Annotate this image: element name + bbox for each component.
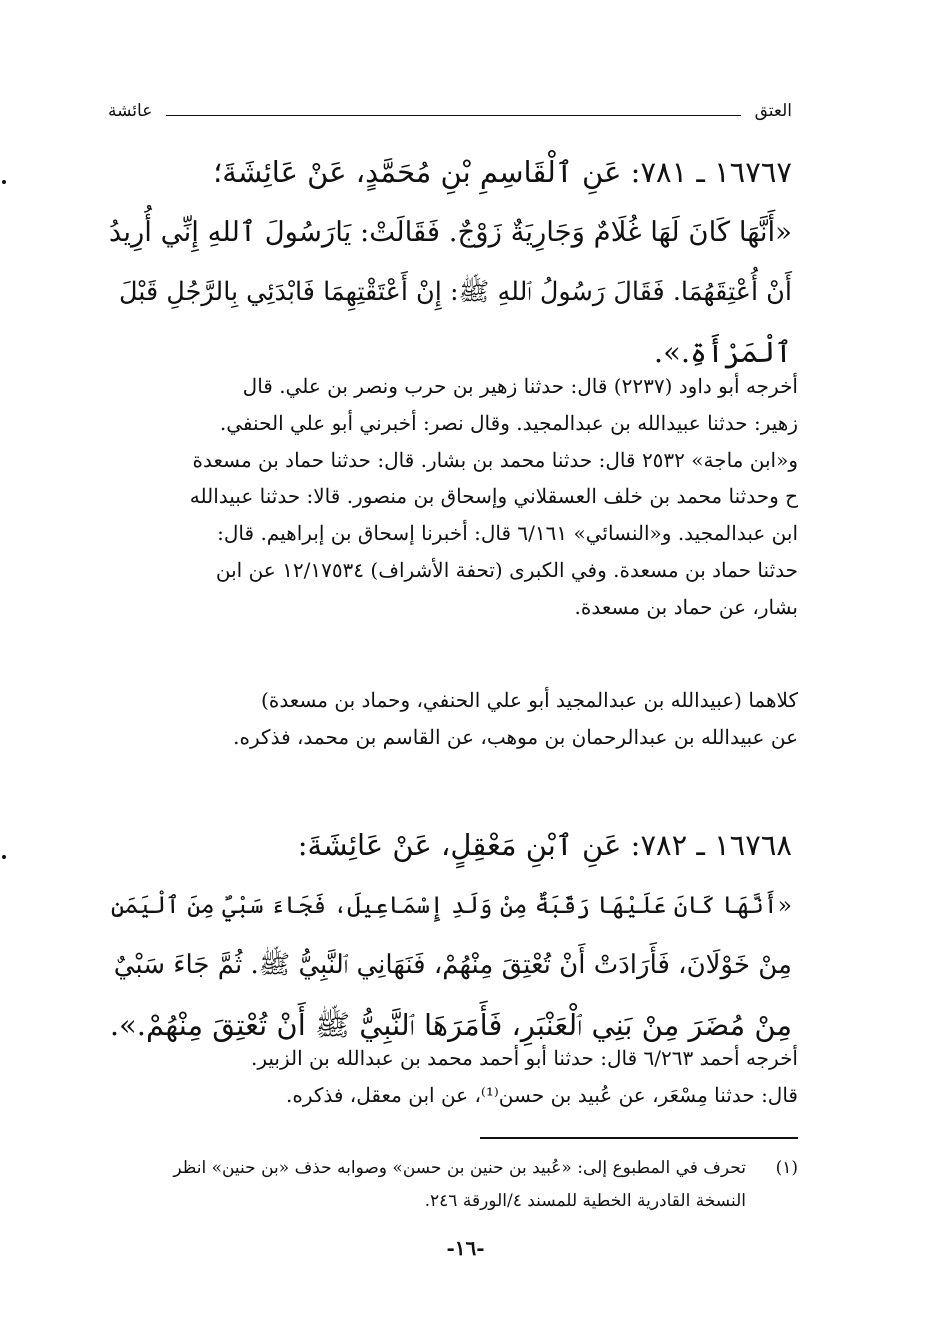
commentary-2	[108, 682, 798, 756]
commentary-1-line: بشار، عن حماد بن مسعدة.	[574, 594, 798, 619]
header-narrator: عائشة	[108, 101, 153, 121]
page-number: -١٦-	[446, 1236, 485, 1260]
scan-edge-mark	[2, 855, 6, 859]
commentary-1-line: حدثنا حماد بن مسعدة. وفي الكبرى (تحفة الأشراف) ١٢/١٧٥٣٤ عن ابن	[215, 557, 798, 582]
header-rule	[166, 115, 740, 116]
commentary-1-line: ابن عبدالمجيد. و«النسائي» ٦/١٦١ قال: أخبرنا إسحاق بن إبراهيم. قال:	[217, 521, 798, 546]
commentary-1-line: و«ابن ماجة» ٢٥٣٢ قال: حدثنا محمد بن بشار. قال: حدثنا حماد بن مسعدة	[192, 447, 798, 472]
footnote-marker: (١)	[775, 1158, 798, 1178]
hadith-1-line: ١٦٧٦٧ ـ ٧٨١: عَنِ ٱلْقَاسِمِ بْنِ مُحَمَّدٍ، عَنْ عَائِشَةَ؛	[213, 155, 792, 189]
hadith-1-line: «أَنَّهَا كَانَ لَهَا غُلَامٌ وَجَارِيَةٌ زَوْجٌ. فَقَالَتْ: يَارَسُولَ ٱللهِ إِنِّي أُرِيدُ	[108, 216, 792, 248]
scan-edge-mark	[2, 180, 6, 184]
commentary-3-line: أخرجه أحمد ٦/٢٦٣ قال: حدثنا أبو أحمد محمد بن عبدالله بن الزبير.	[250, 1046, 798, 1070]
hadith-2-line: مِنْ مُضَرَ مِنْ بَنِي ٱلْعَنْبَرِ، فَأَمَرَهَا ٱلنَّبِيُّ ﷺ أَنْ تُعْتِقَ مِنْهُمْ.».	[109, 1008, 792, 1042]
hadith-1-line: أَنْ أُعْتِقَهُمَا. فَقَالَ رَسُولُ ٱللهِ ﷺ: إِنْ أَعْتَقْتِهِمَا فَابْدَئِي بِالرَّجُلِ قَبْلَ	[118, 277, 792, 307]
commentary-3-line: قال: حدثنا مِسْعَر، عن عُبيد بن حسن⁽¹⁾، عن ابن معقل، فذكره.	[286, 1082, 798, 1107]
commentary-2-line: كلاهما (عبيدالله بن عبدالمجيد أبو علي الحنفي، وحماد بن مسعدة)	[261, 688, 798, 712]
footnote	[108, 1152, 798, 1218]
hadith-2-line: مِنْ خَوْلَانَ، فَأَرَادَتْ أَنْ تُعْتِقَ مِنْهُمْ، فَنَهَانِي ٱلنَّبِيُّ ﷺ. ثُمَّ جَاءَ سَبْيٌ	[113, 950, 792, 980]
running-header	[108, 96, 792, 126]
hadith-2-line: «أَنَّهَا كَانَ عَلَيْهَا رَقَبَةٌ مِنْ وَلَدِ إِسْمَاعِيلَ، فَجَاءَ سَبْيٌ مِنَ ٱلْيَمَنِ	[110, 891, 792, 919]
commentary-1-line: زهير: حدثنا عبيدالله بن عبدالمجيد. وقال نصر: أخبرني أبو علي الحنفي.	[219, 410, 798, 435]
hadith-1	[108, 142, 792, 382]
commentary-1	[108, 368, 798, 626]
header-book-section: العتق	[754, 101, 792, 121]
hadith-2-line: ١٦٧٦٨ ـ ٧٨٢: عَنِ ٱبْنِ مَعْقِلٍ، عَنْ عَائِشَةَ:	[297, 828, 792, 862]
commentary-1-line: ح وحدثنا محمد بن خلف العسقلاني وإسحاق بن منصور. قالا: حدثنا عبيدالله	[189, 484, 798, 509]
footnote-rule	[480, 1137, 798, 1139]
footnote-line: النسخة القادرية الخطية للمسند ٤/الورقة ٢٤٦.	[424, 1191, 746, 1211]
hadith-1-line: ٱلْمَرْأَةِ.».	[653, 335, 792, 369]
commentary-3	[108, 1040, 798, 1114]
commentary-2-line: عن عبيدالله بن عبدالرحمان بن موهب، عن القاسم بن محمد، فذكره.	[233, 724, 798, 749]
footnote-line: تحرف في المطبوع إلى: «عُبيد بن حنين بن حسن» وصوابه حذف «بن حنين» انظر	[173, 1158, 746, 1178]
hadith-2	[108, 815, 792, 1055]
commentary-1-line: أخرجه أبو داود (٢٢٣٧) قال: حدثنا زهير بن حرب ونصر بن علي. قال	[242, 374, 798, 398]
